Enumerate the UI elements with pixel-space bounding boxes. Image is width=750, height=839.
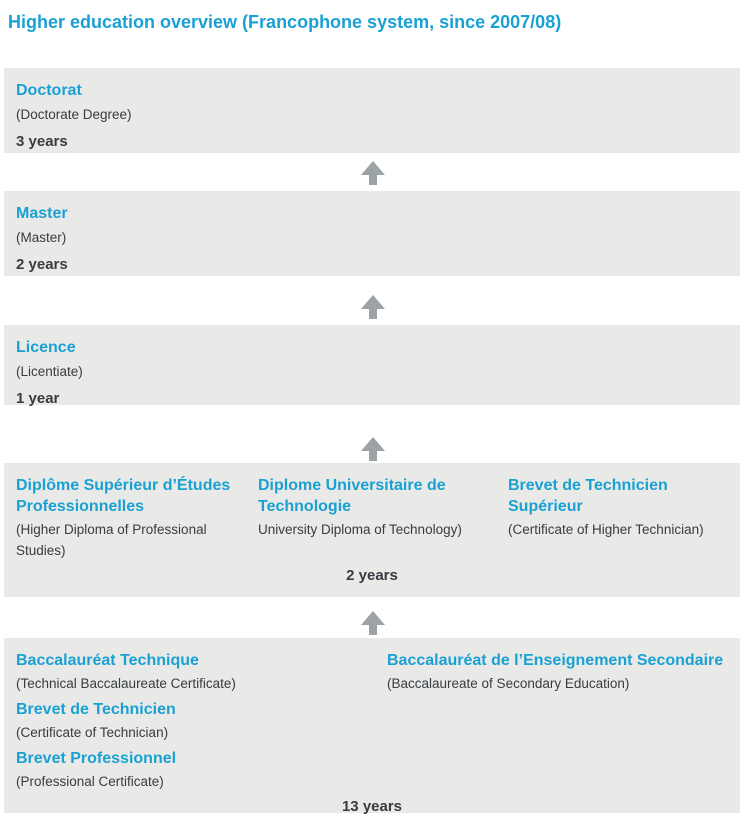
- arrow-head: [361, 437, 385, 451]
- certificate-column-right: [387, 650, 728, 797]
- arrow-stem: [369, 175, 377, 185]
- level-box-secondary: [4, 638, 740, 813]
- certificate-column-left: [16, 650, 387, 797]
- diploma-entry: [16, 475, 248, 561]
- degree-name: Diplôme Supérieur d’Études Professionnelles: [16, 477, 231, 515]
- certificate-entry: [16, 650, 387, 694]
- degree-name: Diplome Universitaire de Technologie: [258, 477, 446, 515]
- degree-translation: (Professional Certificate): [16, 774, 164, 789]
- arrow-up-icon: [361, 295, 385, 319]
- degree-translation: (Technical Baccalaureate Certificate): [16, 676, 236, 691]
- arrow-up-icon: [361, 611, 385, 635]
- level-box-licence: [4, 325, 740, 405]
- arrow-head: [361, 295, 385, 309]
- arrow-stem: [369, 625, 377, 635]
- degree-translation: University Diploma of Technology): [258, 522, 462, 537]
- duration-label: 1 year: [16, 390, 60, 407]
- arrow-head: [361, 611, 385, 625]
- page-title: Higher education overview (Francophone system, since 2007/08): [8, 12, 562, 32]
- degree-translation: (Higher Diploma of Professional Studies): [16, 522, 207, 558]
- certificate-entry: [16, 748, 387, 792]
- arrow-up-icon: [361, 437, 385, 461]
- degree-name: Brevet de Technicien: [16, 701, 176, 718]
- degree-name: Master: [16, 205, 68, 222]
- arrow-stem: [369, 309, 377, 319]
- degree-name: Baccalauréat Technique: [16, 652, 199, 669]
- certificate-columns: [16, 650, 728, 797]
- level-box-master: [4, 191, 740, 276]
- arrow-stem: [369, 451, 377, 461]
- level-box-doctorat: [4, 68, 740, 153]
- degree-name: Brevet Professionnel: [16, 750, 177, 767]
- degree-name: Baccalauréat de l’Enseignement Secondaire: [387, 652, 724, 669]
- duration-label: 13 years: [341, 798, 403, 815]
- degree-translation: (Master): [16, 230, 67, 245]
- certificate-entry: [16, 699, 387, 743]
- arrow-up-icon: [361, 161, 385, 185]
- degree-name: Brevet de Technicien Supérieur: [508, 477, 668, 515]
- diploma-entry: [508, 475, 728, 561]
- degree-translation: (Licentiate): [16, 364, 83, 379]
- degree-name: Doctorat: [16, 82, 82, 99]
- degree-translation: (Certificate of Technician): [16, 725, 169, 740]
- duration-label: 2 years: [16, 256, 68, 273]
- degree-name: Licence: [16, 339, 76, 356]
- degree-translation: (Doctorate Degree): [16, 107, 132, 122]
- duration-label: 3 years: [16, 133, 68, 150]
- arrow-head: [361, 161, 385, 175]
- diploma-columns: [16, 475, 728, 566]
- degree-translation: (Baccalaureate of Secondary Education): [387, 676, 630, 691]
- degree-translation: (Certificate of Higher Technician): [508, 522, 704, 537]
- level-box-higher-technical: [4, 463, 740, 597]
- duration-label: 2 years: [346, 567, 398, 584]
- certificate-entry: [387, 650, 728, 694]
- diploma-entry: [258, 475, 498, 561]
